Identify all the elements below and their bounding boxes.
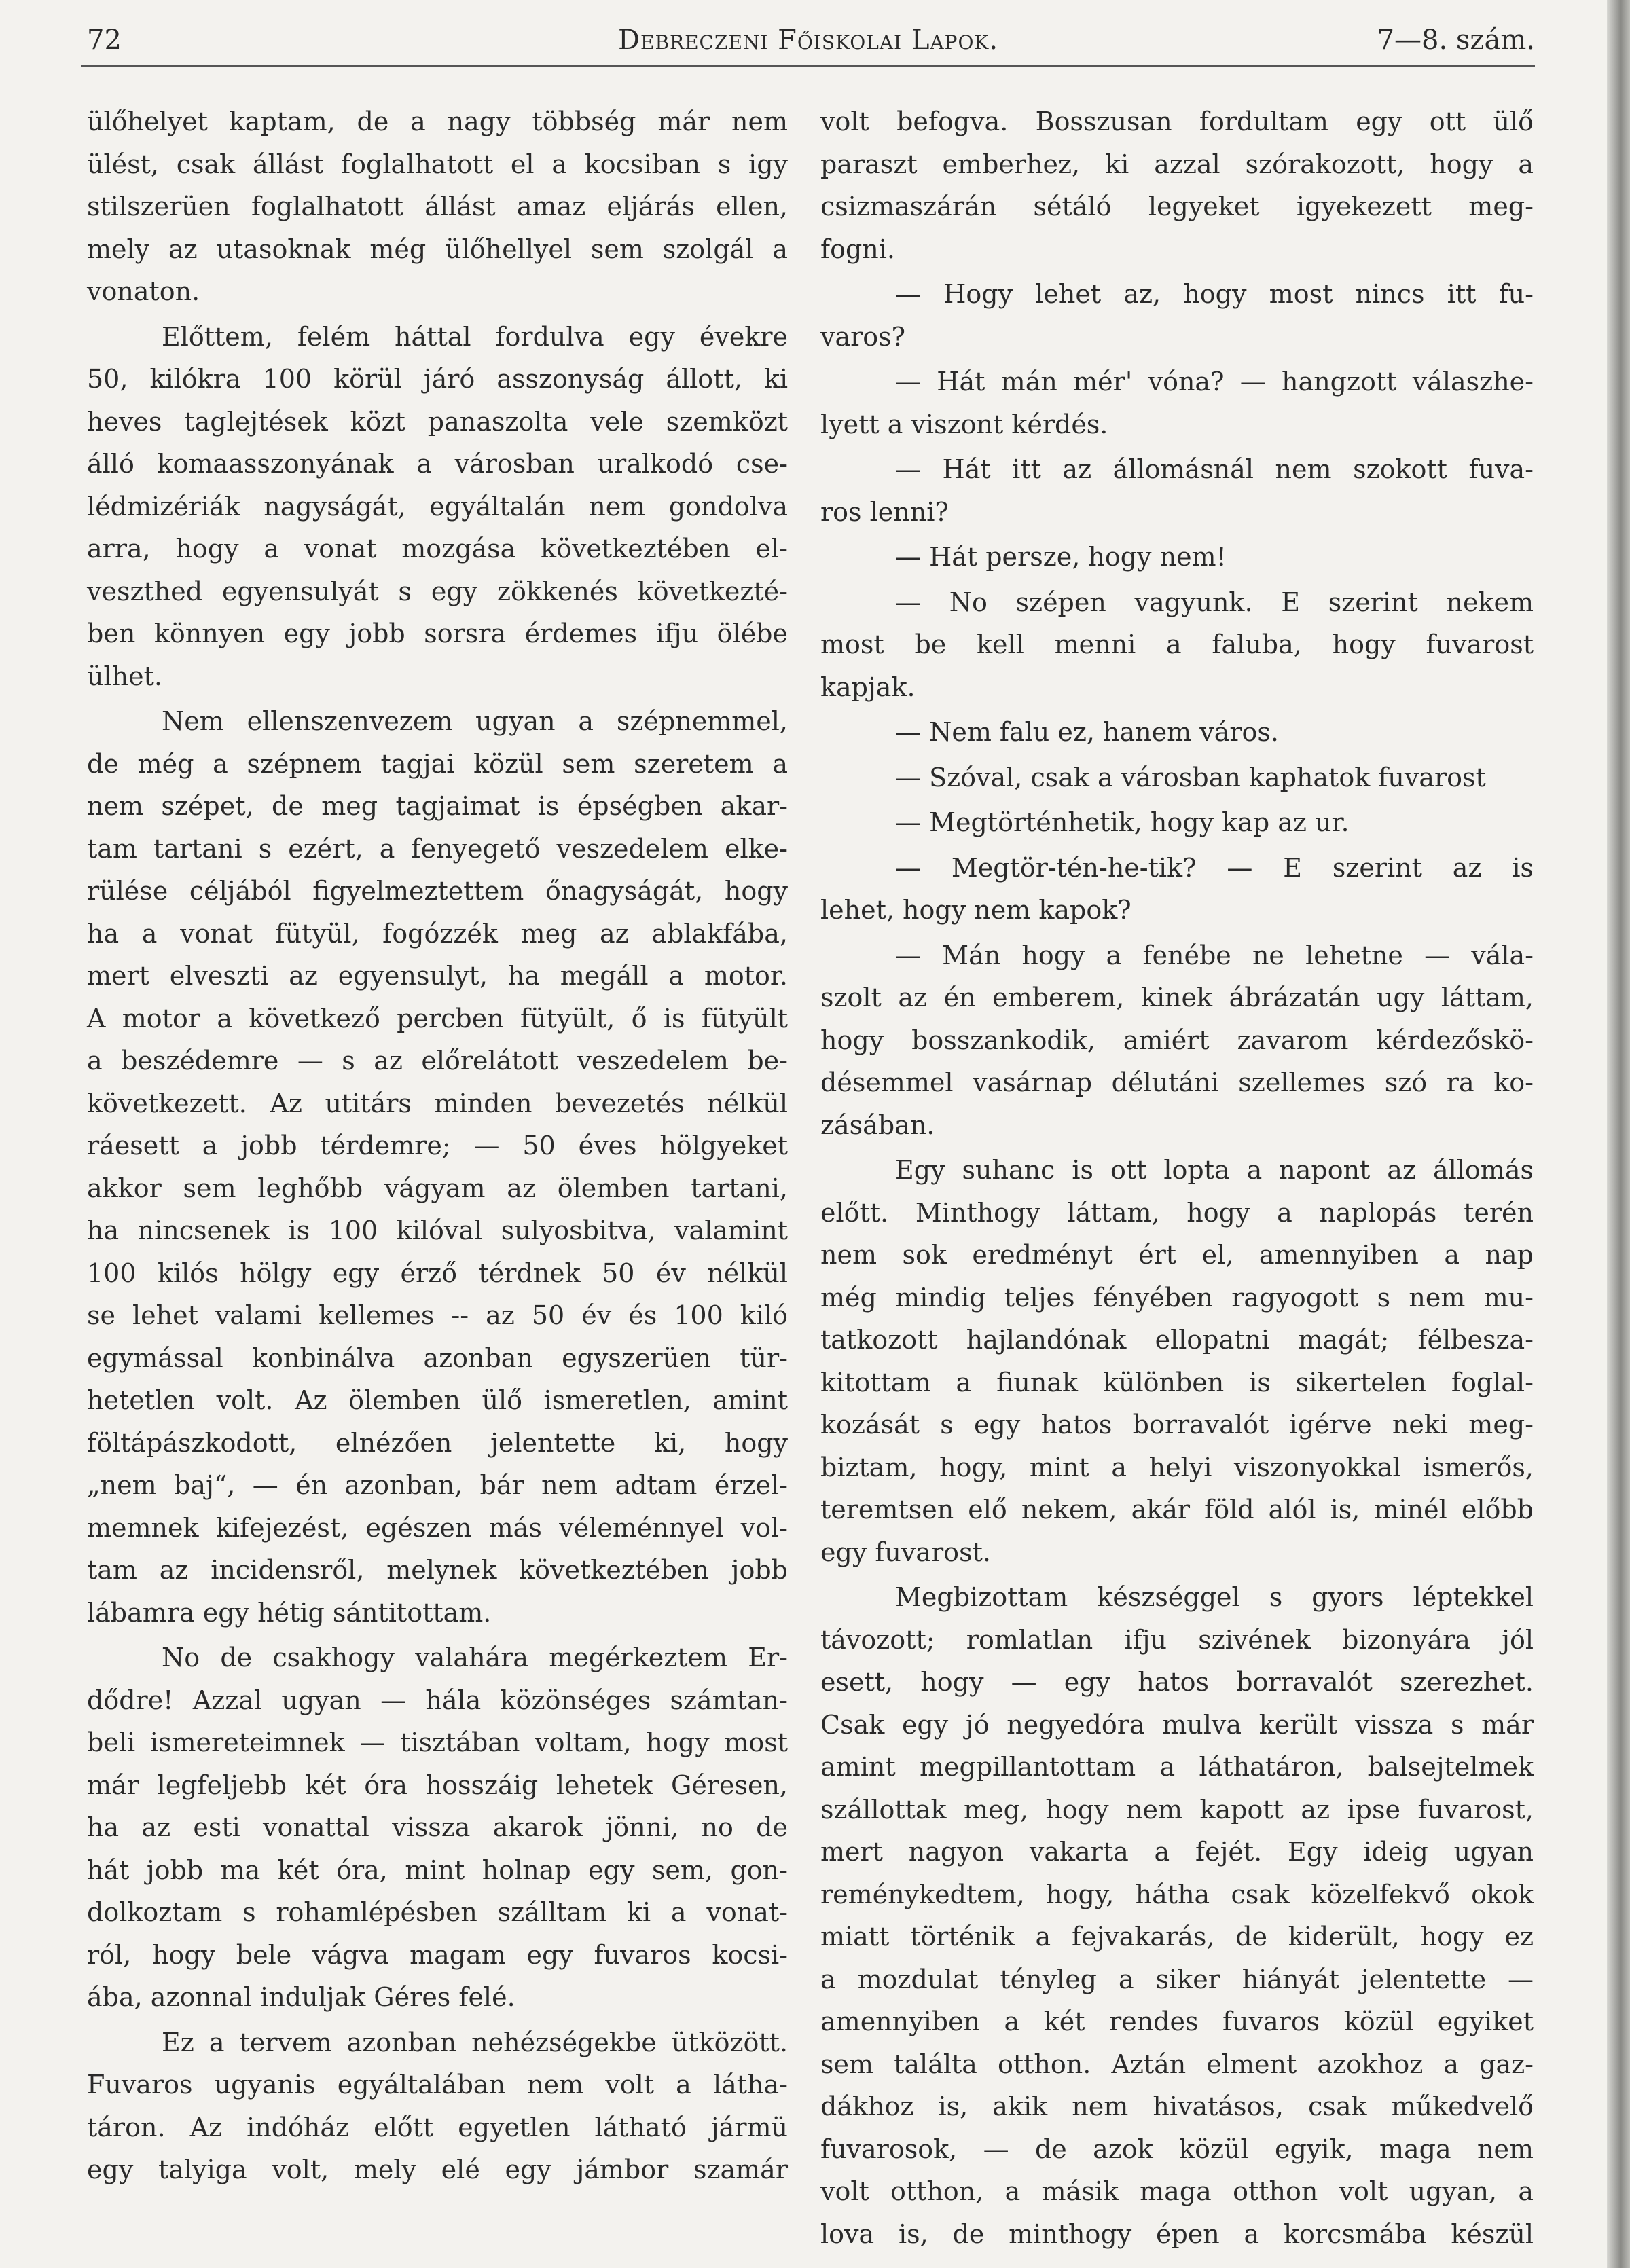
text-line: Megbizottam készséggel s gyors léptekkel — [895, 1582, 1534, 1612]
text-line: hát jobb ma két óra, mint holnap egy sem, gon- — [87, 1854, 788, 1885]
text-line: egy talyiga volt, mely elé egy jámbor szamár — [87, 2155, 788, 2184]
paragraph — [820, 448, 1534, 533]
text-line: távozott; romlatlan ifju szivének bizonyára jól — [820, 1624, 1534, 1655]
text-line: arra, hogy a vonat mozgása következtében el- — [87, 534, 788, 564]
paragraph — [820, 711, 1534, 754]
paragraph — [820, 581, 1534, 709]
text-line: lyett a viszont kérdés. — [820, 409, 1108, 439]
paragraph — [820, 934, 1534, 1147]
text-line: dákhoz is, akik nem hivatásos, csak műkedvelő — [820, 2091, 1534, 2121]
text-line: 50, kilókra 100 körül járó asszonyság állott, ki — [87, 364, 788, 394]
text-line: zásában. — [820, 1110, 935, 1140]
text-line: ha az esti vonattal vissza akarok jönni, no de — [87, 1812, 788, 1842]
text-line: lábamra egy hétig sántitottam. — [87, 1597, 492, 1628]
running-header — [82, 24, 1535, 67]
text-line: esett, hogy — egy hatos borravalót szerezhet. — [820, 1667, 1534, 1697]
text-line: fogni. — [820, 234, 895, 264]
text-line: volt otthon, a másik maga otthon volt ugyan, a — [820, 2176, 1534, 2206]
paragraph — [820, 100, 1534, 270]
text-line: ülőhelyet kaptam, de a nagy többség már nem — [87, 107, 788, 136]
text-line: a mozdulat tényleg a siker hiányát jelentette — — [820, 1964, 1534, 1994]
page-binding-edge — [1607, 0, 1630, 2268]
text-line: Fuvaros ugyanis egyáltalában nem volt a látha- — [87, 2070, 788, 2100]
paragraph — [820, 1576, 1534, 2255]
text-line: lédmizériák nagyságát, egyáltalán nem gondolva — [87, 491, 788, 522]
left-column — [87, 100, 788, 2191]
text-line: ráesett a jobb térdemre; — 50 éves hölgyeket — [87, 1131, 788, 1160]
text-line: csizmaszárán sétáló legyeket igyekezett meg- — [820, 191, 1534, 221]
text-line: sem találta otthon. Aztán elment azokhoz a gaz- — [820, 2049, 1534, 2079]
text-line: ha nincsenek is 100 kilóval sulyosbitva, valamint — [87, 1215, 788, 1245]
paragraph — [820, 847, 1534, 932]
text-line: tatkozott hajlandónak ellopatni magát; félbesza- — [820, 1325, 1534, 1355]
text-line: teremtsen elő nekem, akár föld alól is, minél előbb — [820, 1495, 1534, 1524]
text-line: dolkoztam s rohamlépésben szálltam ki a vonat- — [87, 1897, 788, 1927]
text-line: föltápászkodott, elnézően jelentette ki, hogy — [87, 1427, 788, 1458]
paragraph — [87, 2022, 788, 2191]
text-line: — Megtörténhetik, hogy kap az ur. — [895, 807, 1350, 837]
text-line: de még a szépnem tagjai közül sem szeretem a — [87, 748, 788, 779]
text-line: mert nagyon vakarta a fejét. Egy ideig ugyan — [820, 1837, 1534, 1867]
text-line: még mindig teljes fényében ragyogott s nem mu- — [820, 1282, 1534, 1313]
issue-number: 7—8. szám. — [1377, 24, 1535, 56]
paragraph — [820, 756, 1534, 799]
text-line: reménykedtem, hogy, hátha csak közelfekvő okok — [820, 1879, 1534, 1909]
page-number: 72 — [87, 24, 122, 56]
text-line: következett. Az utitárs minden bevezetés nélkül — [87, 1088, 788, 1118]
text-line: Előttem, felém háttal fordulva egy évekre — [162, 321, 788, 352]
text-line: — Hát persze, hogy nem! — [895, 542, 1227, 572]
text-line: memnek kifejezést, egészen más véleménnyel vol- — [87, 1512, 788, 1543]
text-line: heves taglejtések közt panaszolta vele szemközt — [87, 406, 788, 437]
text-line: táron. Az indóház előtt egyetlen látható jármü — [87, 2112, 788, 2142]
text-line: szolt az én emberem, kinek ábrázatán ugy láttam, — [820, 983, 1534, 1012]
journal-title: Debreczeni Főiskolai Lapok. — [617, 24, 999, 56]
text-line: — Nem falu ez, hanem város. — [895, 717, 1279, 747]
text-line: dődre! Azzal ugyan — hála közönséges számtan- — [87, 1685, 788, 1715]
text-line: mert elveszti az egyensulyt, ha megáll a motor. — [87, 961, 788, 991]
text-line: ába, azonnal induljak Géres felé. — [87, 1982, 515, 2012]
paragraph — [87, 700, 788, 1634]
text-line: volt befogva. Bosszusan fordultam egy ott ülő — [820, 107, 1534, 136]
paragraph — [820, 1149, 1534, 1573]
text-line: a beszédemre — s az előrelátott veszedelem be- — [87, 1046, 788, 1076]
text-line: amint megpillantottam a láthatáron, balsejtelmek — [820, 1752, 1534, 1782]
text-line: stilszerüen foglalhatott állást amaz eljárás ellen, — [87, 191, 788, 221]
text-line: Ez a tervem azonban nehézségekbe ütközött. — [162, 2027, 788, 2057]
paragraph — [87, 316, 788, 698]
text-line: Nem ellenszenvezem ugyan a szépnemmel, — [162, 706, 788, 736]
text-line: kozását s egy hatos borravalót igérve neki meg- — [820, 1410, 1534, 1440]
right-column — [820, 100, 1534, 2255]
text-line: rülése céljából figyelmeztettem őnagyságát, hogy — [87, 876, 788, 906]
text-line: előtt. Minthogy láttam, hogy a naplopás terén — [820, 1197, 1534, 1228]
text-line: álló komaasszonyának a városban uralkodó cse- — [87, 449, 788, 479]
text-line: — Hogy lehet az, hogy most nincs itt fu- — [895, 279, 1534, 309]
text-line: No de csakhogy valahára megérkeztem Er- — [162, 1643, 788, 1672]
text-line: biztam, hogy, mint a helyi viszonyokkal ismerős, — [820, 1452, 1534, 1482]
text-line: amennyiben a két rendes fuvaros közül egyiket — [820, 2007, 1534, 2036]
text-line: ról, hogy bele vágva magam egy fuvaros kocsi- — [87, 1939, 788, 1970]
text-line: veszthed egyensulyát s egy zökkenés következté- — [87, 576, 788, 606]
text-line: ha a vonat fütyül, fogózzék meg az ablakfába, — [87, 918, 788, 949]
text-line: fuvarosok, — de azok közül egyik, maga nem — [820, 2134, 1534, 2164]
paragraph — [820, 536, 1534, 579]
text-line: paraszt emberhez, ki azzal szórakozott, hogy a — [820, 149, 1534, 179]
paragraph — [87, 100, 788, 313]
text-line: most be kell menni a faluba, hogy fuvarost — [820, 629, 1534, 659]
text-line: — Megtör-tén-he-tik? — E szerint az is — [895, 852, 1534, 883]
text-line: tam az incidensről, melynek következtében jobb — [87, 1555, 788, 1585]
text-line: nem szépet, de meg tagjaimat is épségben akar- — [87, 791, 788, 821]
text-line: Csak egy jó negyedóra mulva került vissza s már — [820, 1709, 1534, 1740]
text-line: ülést, csak állást foglalhatott el a kocsiban s igy — [87, 149, 788, 179]
text-line: A motor a következő percben fütyült, ő is fütyült — [87, 1003, 788, 1034]
text-line: „nem baj“, — én azonban, bár nem adtam érzel- — [87, 1470, 788, 1500]
text-line: akkor sem leghőbb vágyam az ölemben tartani, — [87, 1173, 788, 1203]
text-line: varos? — [820, 321, 906, 352]
text-line: 100 kilós hölgy egy érző térdnek 50 év nélkül — [87, 1258, 788, 1288]
text-line: Egy suhanc is ott lopta a napont az állomás — [895, 1155, 1534, 1185]
text-line: kapjak. — [820, 672, 916, 702]
text-line: hetetlen volt. Az ölemben ülő ismeretlen, amint — [87, 1385, 788, 1415]
paragraph — [820, 361, 1534, 445]
text-line: — Hát mán mér' vóna? — hangzott válaszhe- — [895, 367, 1534, 397]
text-line: ben könnyen egy jobb sorsra érdemes ifju ölébe — [87, 619, 788, 648]
text-line: mely az utasoknak még ülőhellyel sem szolgál a — [87, 234, 788, 264]
text-line: — Szóval, csak a városban kaphatok fuvarost — [895, 762, 1486, 792]
text-line: vonaton. — [87, 276, 200, 306]
text-line: tam tartani s ezért, a fenyegető veszedelem elke- — [87, 833, 788, 864]
text-line: lehet, hogy nem kapok? — [820, 895, 1131, 925]
paragraph — [87, 1636, 788, 2019]
text-line: — No szépen vagyunk. E szerint nekem — [895, 587, 1534, 617]
text-line: ros lenni? — [820, 496, 949, 527]
text-line: egy fuvarost. — [820, 1537, 991, 1567]
text-line: se lehet valami kellemes -- az 50 év és 100 kiló — [87, 1300, 788, 1330]
text-line: lova is, de minthogy épen a korcsmába készül — [820, 2218, 1534, 2249]
text-line: désemmel vasárnap délutáni szellemes szó ra ko- — [820, 1067, 1534, 1097]
text-line: miatt történik a fejvakarás, de kiderült, hogy ez — [820, 1922, 1534, 1952]
text-line: ülhet. — [87, 661, 162, 691]
text-line: beli ismereteimnek — tisztában voltam, hogy most — [87, 1727, 788, 1757]
paragraph — [820, 273, 1534, 358]
text-line: kitottam a fiunak különben is sikertelen foglal- — [820, 1367, 1534, 1397]
text-line: hogy bosszankodik, amiért zavarom kérdezőskö- — [820, 1025, 1534, 1055]
text-line: már legfeljebb két óra hosszáig lehetek Géresen, — [87, 1770, 788, 1800]
paragraph — [820, 801, 1534, 844]
text-line: — Hát itt az állomásnál nem szokott fuva- — [895, 454, 1534, 484]
text-line: nem sok eredményt ért el, amennyiben a nap — [820, 1240, 1534, 1270]
text-line: egymással konbinálva azonban egyszerüen tür- — [87, 1342, 788, 1373]
text-line: szállottak meg, hogy nem kapott az ipse fuvarost, — [820, 1794, 1534, 1825]
text-line: — Mán hogy a fenébe ne lehetne — vála- — [895, 940, 1534, 970]
